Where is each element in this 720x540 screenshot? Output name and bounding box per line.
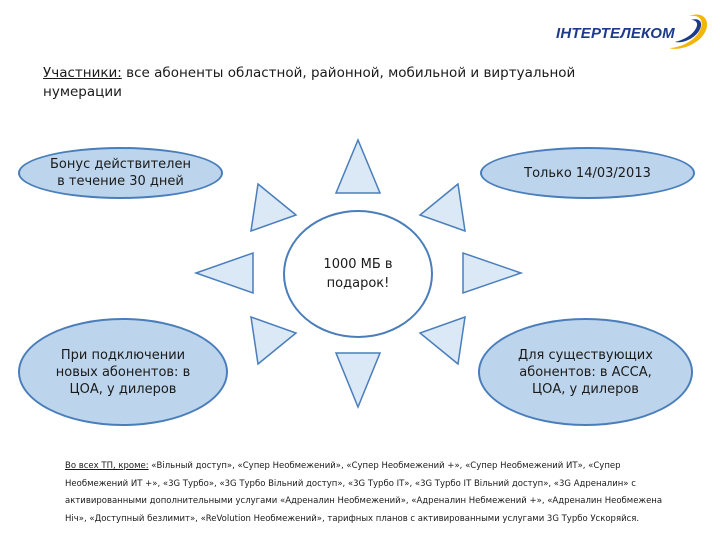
new-subscribers-text: При подключении новых абонентов: в ЦОА, у дилеров bbox=[55, 347, 191, 397]
footnote-body: «Вільный доступ», «Супер Необмежений», «Супер Необмежений +», «Супер Необмежений ИТ», «Супер Необмежений ИТ +», «3G Турбо», «3G Турбо Вільний доступ», «3G Турбо ІТ», «3G Турбо ІТ Вільний доступ», «3G Адреналин» с активированными дополнительными услугами «Адреналин Необмежений», «Адреналин Небмежений +», «Адреналин Необмежена Ніч», «Доступный безлимит», «ReVolution Необмежений», тарифных планов с активированными услугами 3G Турбо Ускоряйся. bbox=[65, 461, 663, 524]
footnote bbox=[65, 458, 665, 528]
center-circle bbox=[283, 210, 433, 338]
date-text: Только 14/03/2013 bbox=[524, 165, 651, 181]
footnote-lead: Во всех ТП, кроме: bbox=[65, 461, 149, 471]
new-subscribers-ellipse bbox=[18, 318, 228, 426]
ray-top bbox=[336, 140, 380, 193]
ray-upper-right bbox=[420, 184, 465, 231]
date-ellipse bbox=[480, 147, 695, 199]
participants-body: все абоненты областной, районной, мобильной и виртуальной нумерации bbox=[43, 65, 576, 100]
existing-subscribers-text: Для существующих абонентов: в АССА, ЦОА, у дилеров bbox=[518, 347, 653, 397]
logo-text: ІНТЕРТЕЛЕКОМ bbox=[556, 25, 675, 42]
ray-lower-right bbox=[420, 317, 465, 364]
participants-lead: Участники: bbox=[43, 65, 122, 81]
ray-right bbox=[463, 253, 521, 293]
ray-lower-left bbox=[251, 317, 296, 364]
center-text: 1000 МБ в подарок! bbox=[323, 257, 393, 291]
ray-bottom bbox=[336, 353, 380, 407]
existing-subscribers-ellipse bbox=[478, 318, 693, 426]
bonus-text: Бонус действителен в течение 30 дней bbox=[50, 157, 191, 189]
ray-upper-left bbox=[251, 184, 296, 231]
bonus-ellipse bbox=[18, 147, 223, 199]
ray-left bbox=[196, 253, 253, 293]
